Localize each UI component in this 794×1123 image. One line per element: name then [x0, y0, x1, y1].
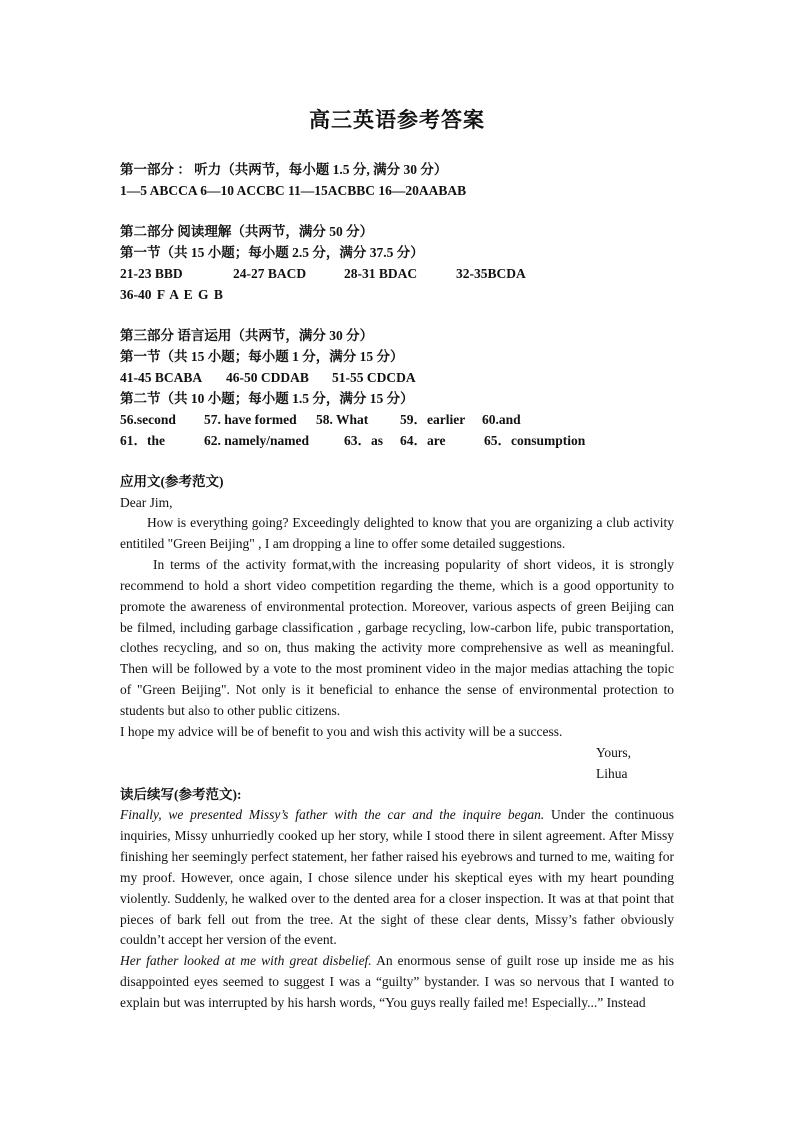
letter-body: [120, 513, 674, 743]
answer-cell: 63．as: [344, 433, 384, 448]
continuation-paragraph: [120, 951, 674, 1014]
part3-heading: 第三部分 语言运用（共两节，满分 30 分）: [120, 328, 374, 343]
paragraph-text: An enormous sense of guilt rose up inside me as his disappointed eyes seemed to suggest I was a “guilty” bystander. I was so nervous that I wanted to explain but was interrupted by his harsh words, “You guys really failed me! Especially...” Instead: [120, 953, 674, 1011]
letter-signature: Lihua: [596, 766, 628, 781]
answer-cell: 21-23 BBD: [120, 266, 183, 281]
answer-cell: 46-50 CDDAB: [226, 370, 309, 385]
answer-cell: 64．are: [400, 433, 446, 448]
part3-section1-heading: 第一节（共 15 小题；每小题 1 分，满分 15 分）: [120, 349, 404, 364]
answer-cell: 59．earlier: [400, 412, 466, 427]
letter-closing: Yours,: [596, 745, 632, 760]
letter-greeting: Dear Jim,: [120, 495, 173, 510]
answer-cell: 58. What: [316, 412, 369, 427]
letter-paragraph: How is everything going? Exceedingly delighted to know that you are organizing a club activity entitiled "Green Beijing" , I am dropping a line to offer some detailed suggestions.: [120, 515, 674, 551]
paragraph-text: Under the continuous inquiries, Missy unhurriedly cooked up her story, while I stood there in silent agreement. After Missy finishing her seemingly perfect statement, her father raised his eyebrows and turned to me, waiting for my proof. However, once again, I chose silence under his skeptical eyes with my heart pounding violently. Suddenly, he walked over to the dented area for a closer inspection. It was at that point that pieces of bark fell out from the tree. At the sight of these clear dents, Missy’s father obviously couldn’t accept her version of the event.: [120, 807, 674, 948]
answer-cell: 65．consumption: [484, 433, 586, 448]
part3-answers-row2: [120, 410, 680, 430]
answer-cell: 32-35BCDA: [456, 266, 526, 281]
letter-heading: 应用文(参考范文): [120, 474, 224, 489]
part2-answers-row1: [120, 264, 680, 284]
part2-answers-row2: 36-40 F A E G B: [120, 287, 223, 302]
answer-cell: 57. have formed: [204, 412, 297, 427]
part1-heading: 第一部分 ： 听力（共两节，每小题 1.5 分, 满分 30 分）: [120, 162, 448, 177]
part3-answers-row1: [120, 368, 680, 388]
answer-cell: 61．the: [120, 433, 165, 448]
continuation-heading: 读后续写(参考范文):: [120, 787, 242, 802]
answer-cell: 56.second: [120, 412, 176, 427]
part2-section1-heading: 第一节（共 15 小题；每小题 2.5 分，满分 37.5 分）: [120, 245, 424, 260]
letter-paragraph: In terms of the activity format,with the increasing popularity of short videos, it is strongly recommend to hold a short video competition regarding the theme, which is a good opportunity to promote the awareness of environmental protection. Moreover, various aspects of green Beijing can be filmed, including garbage classification , garbage recycling, low-carbon life, pubic transportation, clothes recycling, and so on, thus making the activity more comprehensive as well as meaningful. Then will be followed by a vote to the most prominent video in the major medias attaching the topic of "Green Beijing". Not only is it beneficial to enhance the sense of environmental protection to students but also to other public citizens.: [120, 556, 674, 719]
part2-heading: 第二部分 阅读理解（共两节，满分 50 分）: [120, 224, 374, 239]
paragraph-lead-sentence: Her father looked at me with great disbelief.: [120, 953, 372, 969]
answer-cell: 51-55 CDCDA: [332, 370, 416, 385]
part3-section2-heading: 第二节（共 10 小题；每小题 1.5 分，满分 15 分）: [120, 391, 414, 406]
part3-answers-row3: [120, 431, 680, 451]
continuation-body: [120, 805, 674, 1014]
page-title: 高三英语参考答案: [309, 108, 485, 132]
answer-cell: 41-45 BCABA: [120, 370, 203, 385]
answer-cell: 62. namely/named: [204, 433, 310, 448]
letter-paragraph: I hope my advice will be of benefit to you and wish this activity will be a success.: [120, 724, 563, 740]
answer-cell: 24-27 BACD: [233, 266, 307, 281]
paragraph-lead-sentence: Finally, we presented Missy’s father with the car and the inquire began.: [120, 807, 545, 822]
continuation-paragraph: [120, 805, 674, 951]
answer-cell: 28-31 BDAC: [344, 266, 418, 281]
answer-cell: 60.and: [482, 412, 521, 427]
part1-answers: 1—5 ABCCA 6—10 ACCBC 11—15ACBBC 16—20AABAB: [120, 183, 467, 198]
